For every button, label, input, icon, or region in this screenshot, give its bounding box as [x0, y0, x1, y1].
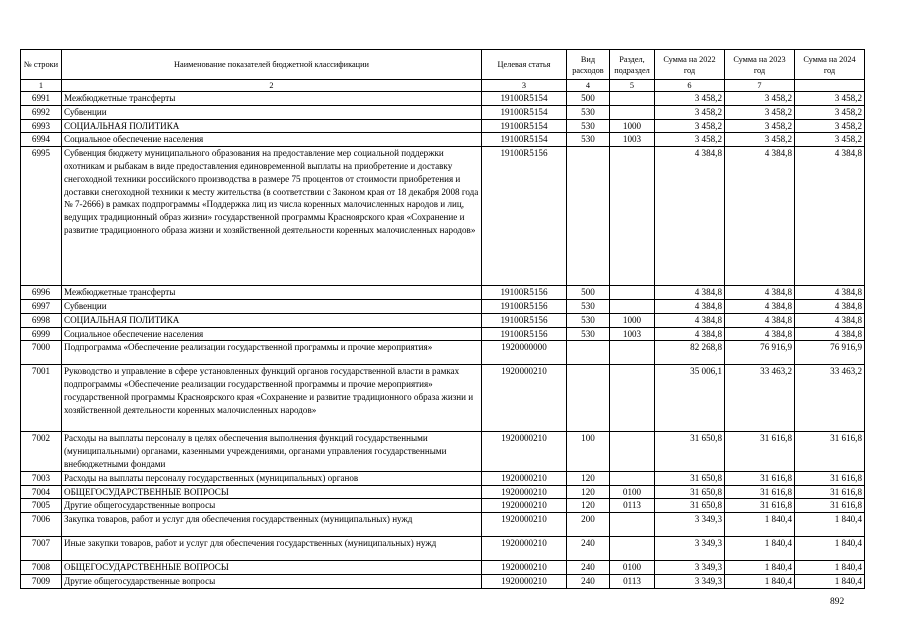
expense-type-cell: 530 [567, 105, 610, 119]
sum-2022-cell: 3 349,3 [655, 561, 725, 575]
expense-type-cell: 500 [567, 286, 610, 300]
sum-2024-cell: 1 840,4 [795, 561, 865, 575]
indicator-name-cell: Социальное обеспечение населения [62, 133, 482, 147]
sum-2024-cell: 4 384,8 [795, 286, 865, 300]
target-article-cell: 19100R5156 [482, 327, 567, 341]
expense-type-cell [567, 147, 610, 286]
sum-2024-cell: 3 458,2 [795, 92, 865, 106]
indicator-name-cell: СОЦИАЛЬНАЯ ПОЛИТИКА [62, 313, 482, 327]
header-2024: Сумма на 2024 год [795, 50, 865, 80]
section-cell [610, 147, 655, 286]
target-article-cell: 19100R5154 [482, 105, 567, 119]
sum-2023-cell: 1 840,4 [725, 561, 795, 575]
header-target: Целевая статья [482, 50, 567, 80]
section-cell: 1000 [610, 119, 655, 133]
expense-type-cell: 240 [567, 561, 610, 575]
indicator-name-cell: Межбюджетные трансферты [62, 92, 482, 106]
row-number-cell: 7009 [21, 574, 62, 588]
table-row [21, 574, 865, 588]
target-article-cell: 1920000000 [482, 341, 567, 365]
sum-2023-cell: 3 458,2 [725, 119, 795, 133]
sum-2022-cell: 31 650,8 [655, 485, 725, 499]
sum-2024-cell: 4 384,8 [795, 299, 865, 313]
section-cell [610, 341, 655, 365]
sum-2024-cell: 31 616,8 [795, 499, 865, 513]
header-row [21, 50, 865, 80]
expense-type-cell: 120 [567, 471, 610, 485]
sum-2023-cell: 3 458,2 [725, 105, 795, 119]
header-2022: Сумма на 2022 год [655, 50, 725, 80]
section-cell [610, 105, 655, 119]
expense-type-cell: 500 [567, 92, 610, 106]
table-row [21, 485, 865, 499]
sum-2023-cell: 1 840,4 [725, 513, 795, 537]
expense-type-cell: 120 [567, 485, 610, 499]
col-number [795, 80, 865, 92]
table-row [21, 471, 865, 485]
sum-2022-cell: 31 650,8 [655, 471, 725, 485]
target-article-cell: 19100R5156 [482, 286, 567, 300]
row-number-cell: 7005 [21, 499, 62, 513]
section-cell [610, 286, 655, 300]
sum-2023-cell: 1 840,4 [725, 574, 795, 588]
row-number-cell: 7001 [21, 365, 62, 432]
sum-2024-cell: 1 840,4 [795, 574, 865, 588]
sum-2022-cell: 4 384,8 [655, 313, 725, 327]
indicator-name-cell: Другие общегосударственные вопросы [62, 574, 482, 588]
sum-2022-cell: 4 384,8 [655, 147, 725, 286]
indicator-name-cell: Субвенции [62, 299, 482, 313]
table-row [21, 105, 865, 119]
section-cell: 1003 [610, 133, 655, 147]
target-article-cell: 19100R5154 [482, 133, 567, 147]
section-cell: 0100 [610, 561, 655, 575]
indicator-name-cell: Социальное обеспечение населения [62, 327, 482, 341]
row-number-cell: 7004 [21, 485, 62, 499]
target-article-cell: 19100R5156 [482, 299, 567, 313]
table-row [21, 92, 865, 106]
table-row [21, 432, 865, 471]
sum-2022-cell: 35 006,1 [655, 365, 725, 432]
sum-2023-cell: 33 463,2 [725, 365, 795, 432]
table-row [21, 513, 865, 537]
sum-2023-cell: 31 616,8 [725, 485, 795, 499]
row-number-cell: 7006 [21, 513, 62, 537]
target-article-cell: 1920000210 [482, 537, 567, 561]
col-number: 1 [21, 80, 62, 92]
row-number-cell: 7002 [21, 432, 62, 471]
sum-2023-cell: 4 384,8 [725, 147, 795, 286]
header-section: Раздел, подраздел [610, 50, 655, 80]
row-number-cell: 6994 [21, 133, 62, 147]
expense-type-cell [567, 365, 610, 432]
sum-2024-cell: 33 463,2 [795, 365, 865, 432]
expense-type-cell: 100 [567, 432, 610, 471]
section-cell: 0113 [610, 574, 655, 588]
sum-2022-cell: 82 268,8 [655, 341, 725, 365]
sum-2023-cell: 1 840,4 [725, 537, 795, 561]
expense-type-cell: 200 [567, 513, 610, 537]
sum-2022-cell: 3 349,3 [655, 537, 725, 561]
sum-2024-cell: 1 840,4 [795, 537, 865, 561]
sum-2022-cell: 3 458,2 [655, 133, 725, 147]
table-body [21, 92, 865, 589]
header-num: № строки [21, 50, 62, 80]
sum-2022-cell: 4 384,8 [655, 299, 725, 313]
row-number-cell: 6991 [21, 92, 62, 106]
table-row [21, 537, 865, 561]
target-article-cell: 1920000210 [482, 499, 567, 513]
header-name: Наименование показателей бюджетной классификации [62, 50, 482, 80]
sum-2023-cell: 4 384,8 [725, 286, 795, 300]
sum-2022-cell: 4 384,8 [655, 327, 725, 341]
table-row [21, 365, 865, 432]
expense-type-cell: 240 [567, 574, 610, 588]
expense-type-cell: 530 [567, 133, 610, 147]
sum-2023-cell: 76 916,9 [725, 341, 795, 365]
sum-2022-cell: 3 458,2 [655, 92, 725, 106]
section-cell [610, 365, 655, 432]
sum-2022-cell: 3 458,2 [655, 119, 725, 133]
col-number: 6 [655, 80, 725, 92]
table-row [21, 499, 865, 513]
sum-2023-cell: 31 616,8 [725, 471, 795, 485]
table-row [21, 286, 865, 300]
expense-type-cell [567, 341, 610, 365]
table-row [21, 341, 865, 365]
target-article-cell: 19100R5154 [482, 92, 567, 106]
sum-2024-cell: 4 384,8 [795, 327, 865, 341]
row-number-cell: 6992 [21, 105, 62, 119]
indicator-name-cell: СОЦИАЛЬНАЯ ПОЛИТИКА [62, 119, 482, 133]
section-cell [610, 537, 655, 561]
section-cell [610, 513, 655, 537]
sum-2022-cell: 31 650,8 [655, 432, 725, 471]
target-article-cell: 1920000210 [482, 365, 567, 432]
indicator-name-cell: Расходы на выплаты персоналу государственных (муниципальных) органов [62, 471, 482, 485]
table-row [21, 313, 865, 327]
table-row [21, 299, 865, 313]
col-number: 7 [725, 80, 795, 92]
expense-type-cell: 530 [567, 299, 610, 313]
table-row [21, 561, 865, 575]
header-2023: Сумма на 2023 год [725, 50, 795, 80]
sum-2023-cell: 4 384,8 [725, 299, 795, 313]
indicator-name-cell: Субвенции [62, 105, 482, 119]
target-article-cell: 1920000210 [482, 513, 567, 537]
indicator-name-cell: Закупка товаров, работ и услуг для обеспечения государственных (муниципальных) нужд [62, 513, 482, 537]
sum-2023-cell: 4 384,8 [725, 327, 795, 341]
indicator-name-cell: ОБЩЕГОСУДАРСТВЕННЫЕ ВОПРОСЫ [62, 561, 482, 575]
sum-2024-cell: 3 458,2 [795, 133, 865, 147]
row-number-cell: 7003 [21, 471, 62, 485]
sum-2024-cell: 31 616,8 [795, 432, 865, 471]
sum-2024-cell: 76 916,9 [795, 341, 865, 365]
col-number: 5 [610, 80, 655, 92]
sum-2022-cell: 3 349,3 [655, 574, 725, 588]
column-number-row [21, 80, 865, 92]
header-type: Вид расходов [567, 50, 610, 80]
row-number-cell: 6993 [21, 119, 62, 133]
sum-2022-cell: 3 349,3 [655, 513, 725, 537]
expense-type-cell: 530 [567, 327, 610, 341]
indicator-name-cell: Другие общегосударственные вопросы [62, 499, 482, 513]
indicator-name-cell: Подпрограмма «Обеспечение реализации государственной программы и прочие мероприятия» [62, 341, 482, 365]
indicator-name-cell: Руководство и управление в сфере установленных функций органов государственной власти в рамках подпрограммы «Обеспечение реализации государственной программы и прочие мероприятия» государственной программы Красноярского края «Сохранение и развитие традиционного образа жизни и хозяйственной деятельности коренных малочисленных народов» [62, 365, 482, 432]
sum-2024-cell: 1 840,4 [795, 513, 865, 537]
sum-2024-cell: 3 458,2 [795, 119, 865, 133]
table-row [21, 147, 865, 286]
sum-2023-cell: 3 458,2 [725, 133, 795, 147]
sum-2024-cell: 4 384,8 [795, 147, 865, 286]
budget-table [20, 49, 865, 589]
section-cell: 0113 [610, 499, 655, 513]
row-number-cell: 6995 [21, 147, 62, 286]
table-row [21, 119, 865, 133]
row-number-cell: 7008 [21, 561, 62, 575]
row-number-cell: 7007 [21, 537, 62, 561]
sum-2022-cell: 3 458,2 [655, 105, 725, 119]
sum-2024-cell: 4 384,8 [795, 313, 865, 327]
target-article-cell: 19100R5154 [482, 119, 567, 133]
sum-2023-cell: 31 616,8 [725, 432, 795, 471]
sum-2024-cell: 31 616,8 [795, 485, 865, 499]
col-number: 2 [62, 80, 482, 92]
target-article-cell: 1920000210 [482, 485, 567, 499]
target-article-cell: 19100R5156 [482, 147, 567, 286]
indicator-name-cell: Межбюджетные трансферты [62, 286, 482, 300]
target-article-cell: 19100R5156 [482, 313, 567, 327]
sum-2024-cell: 31 616,8 [795, 471, 865, 485]
row-number-cell: 6997 [21, 299, 62, 313]
sum-2022-cell: 4 384,8 [655, 286, 725, 300]
section-cell: 1000 [610, 313, 655, 327]
sum-2023-cell: 31 616,8 [725, 499, 795, 513]
target-article-cell: 1920000210 [482, 574, 567, 588]
expense-type-cell: 120 [567, 499, 610, 513]
sum-2023-cell: 3 458,2 [725, 92, 795, 106]
sum-2022-cell: 31 650,8 [655, 499, 725, 513]
table-row [21, 133, 865, 147]
target-article-cell: 1920000210 [482, 561, 567, 575]
sum-2023-cell: 4 384,8 [725, 313, 795, 327]
indicator-name-cell: ОБЩЕГОСУДАРСТВЕННЫЕ ВОПРОСЫ [62, 485, 482, 499]
row-number-cell: 7000 [21, 341, 62, 365]
indicator-name-cell: Иные закупки товаров, работ и услуг для обеспечения государственных (муниципальных) нужд [62, 537, 482, 561]
row-number-cell: 6996 [21, 286, 62, 300]
target-article-cell: 1920000210 [482, 471, 567, 485]
expense-type-cell: 240 [567, 537, 610, 561]
expense-type-cell: 530 [567, 119, 610, 133]
section-cell [610, 471, 655, 485]
sum-2024-cell: 3 458,2 [795, 105, 865, 119]
section-cell [610, 92, 655, 106]
section-cell [610, 299, 655, 313]
page-number: 892 [830, 597, 845, 607]
col-number: 3 [482, 80, 567, 92]
indicator-name-cell: Расходы на выплаты персоналу в целях обеспечения выполнения функций государственными (муниципальными) органами, казенными учреждениями, органами управления государственными внебюджетными фондами [62, 432, 482, 471]
section-cell [610, 432, 655, 471]
expense-type-cell: 530 [567, 313, 610, 327]
section-cell: 0100 [610, 485, 655, 499]
row-number-cell: 6999 [21, 327, 62, 341]
indicator-name-cell: Субвенция бюджету муниципального образования на предоставление мер социальной поддержки охотникам и рыбакам в виде предоставления единовременной выплаты на приобретение и доставку снегоходной техники российского производства в размере 75 процентов от стоимости приобретения и доставки снегоходной техники к месту жительства (в соответствии с Законом края от 18 декабря 2008 года № 7-2666) в рамках подпрограммы «Поддержка лиц из числа коренных малочисленных народов и лиц, ведущих традиционный образ жизни» государственной программы Красноярского края «Сохранение и развитие традиционного образа жизни и хозяйственной деятельности коренных малочисленных народов» [62, 147, 482, 286]
row-number-cell: 6998 [21, 313, 62, 327]
section-cell: 1003 [610, 327, 655, 341]
table-row [21, 327, 865, 341]
col-number: 4 [567, 80, 610, 92]
target-article-cell: 1920000210 [482, 432, 567, 471]
